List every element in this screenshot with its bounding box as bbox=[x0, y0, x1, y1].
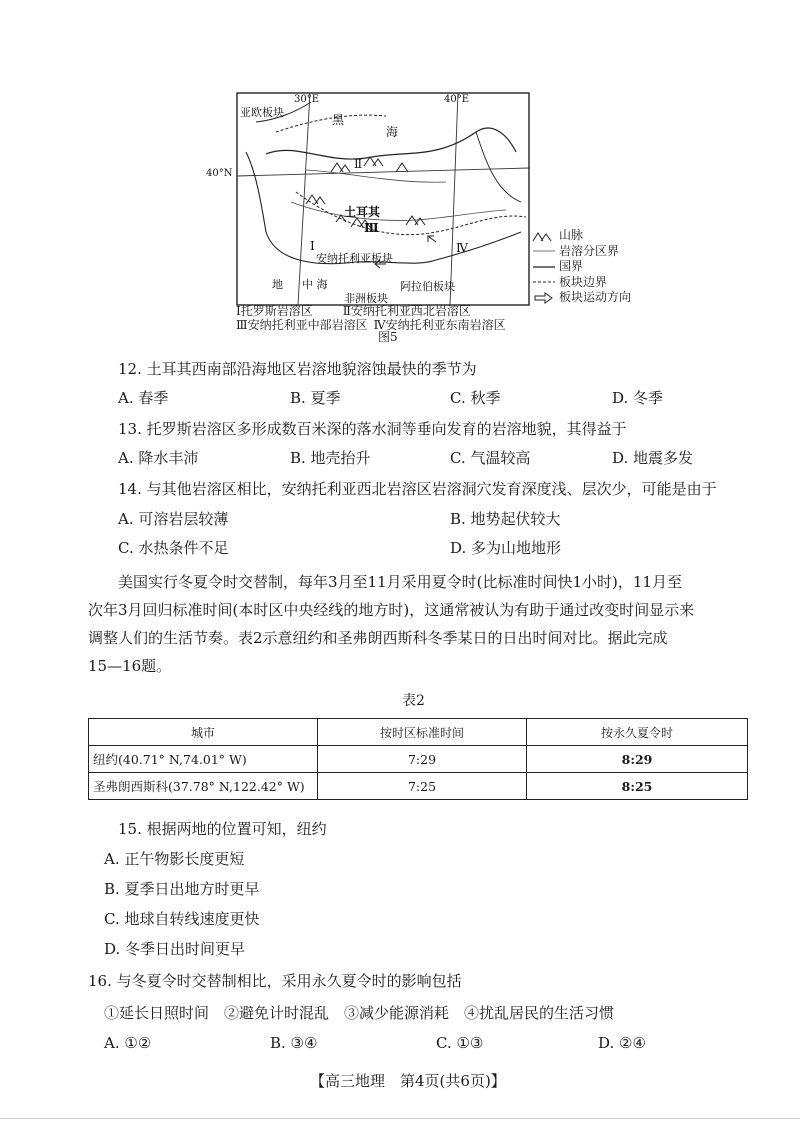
eurasia-plate-label: 亚欧板块 bbox=[240, 106, 284, 119]
q12-stem: 12. 土耳其西南部沿海地区岩溶地貌溶蚀最快的季节为 bbox=[118, 360, 477, 378]
di-label: 地 bbox=[272, 278, 283, 291]
q14-option-b: B. 地势起伏较大 bbox=[450, 510, 561, 528]
q15-option-a: A. 正午物影长度更短 bbox=[104, 850, 245, 868]
cell-standard-time: 7:25 bbox=[318, 773, 527, 800]
legend-plate-boundary bbox=[532, 275, 631, 291]
border-line-icon bbox=[532, 261, 556, 273]
legend-karst-boundary bbox=[532, 244, 631, 260]
passage-15-16 bbox=[88, 568, 748, 680]
header-permanent-dst: 按永久夏令时 bbox=[527, 719, 748, 746]
page-footer: 【高三地理 第4页(共6页)】 bbox=[310, 1072, 506, 1090]
q12-option-d: D. 冬季 bbox=[612, 389, 664, 407]
header-city: 城市 bbox=[89, 719, 318, 746]
lon-40-label: 40°E bbox=[444, 94, 470, 105]
legend-label: 山脉 bbox=[559, 228, 584, 242]
legend-label: 板块边界 bbox=[559, 274, 608, 289]
cell-city: 圣弗朗西斯科(37.78° N,122.42° W) bbox=[89, 773, 318, 800]
passage-line-1: 美国实行冬夏令时交替制，每年3月至11月采用夏令时(比标准时间快1小时)，11月至 bbox=[118, 573, 682, 591]
q13-stem: 13. 托罗斯岩溶区多形成数百米深的落水洞等垂向发育的岩溶地貌，其得益于 bbox=[118, 420, 627, 438]
arrow-right-icon bbox=[532, 292, 556, 304]
legend-label: 岩溶分区界 bbox=[559, 243, 620, 258]
table-header-row bbox=[89, 719, 748, 746]
q14-stem: 14. 与其他岩溶区相比，安纳托利亚西北岩溶区岩溶洞穴发育深度浅、层次少，可能是由于 bbox=[118, 480, 717, 498]
karst-boundary-line-icon bbox=[532, 245, 556, 257]
q13-option-b: B. 地壳抬升 bbox=[290, 449, 371, 467]
arabia-plate-label: 阿拉伯板块 bbox=[400, 280, 455, 293]
q15-stem: 15. 根据两地的位置可知，纽约 bbox=[118, 820, 327, 838]
q14-option-c: C. 水热条件不足 bbox=[118, 539, 229, 557]
table-row bbox=[89, 746, 748, 773]
caption-region-III: Ⅲ安纳托利亚中部岩溶区 bbox=[236, 318, 368, 332]
zhonghai-label: 中 海 bbox=[302, 278, 328, 291]
lat-40-label: 40°N bbox=[206, 168, 233, 179]
legend-label: 板块运动方向 bbox=[559, 290, 632, 304]
passage-line-3: 调整人们的生活节奏。表2示意纽约和圣弗朗西斯科冬季某日的日出时间对比。据此完成 bbox=[88, 629, 668, 647]
legend-plate-motion bbox=[532, 290, 631, 306]
q16-option-c: C. ①③ bbox=[436, 1034, 484, 1052]
q15-option-b: B. 夏季日出地方时更早 bbox=[104, 880, 260, 898]
q12-option-a: A. 春季 bbox=[118, 389, 169, 407]
q12-option-b: B. 夏季 bbox=[290, 389, 341, 407]
q13-option-a: A. 降水丰沛 bbox=[118, 449, 199, 467]
q13-option-c: C. 气温较高 bbox=[450, 449, 531, 467]
turkey-label: 土耳其 bbox=[344, 205, 381, 219]
passage-line-4: 15—16题。 bbox=[88, 657, 172, 675]
cell-permanent-dst: 8:29 bbox=[527, 746, 748, 773]
q16-items: ①延长日照时间 ②避免计时混乱 ③减少能源消耗 ④扰乱居民的生活习惯 bbox=[104, 1004, 615, 1022]
q15-option-d: D. 冬季日出时间更早 bbox=[104, 940, 246, 958]
q16-stem: 16. 与冬夏令时交替制相比，采用永久夏令时的影响包括 bbox=[88, 972, 462, 990]
legend-border bbox=[532, 259, 631, 275]
q12-option-c: C. 秋季 bbox=[450, 389, 501, 407]
passage-line-2: 次年3月回归标准时间(本时区中央经线的地方时)，这通常被认为有助于通过改变时间显示来 bbox=[88, 601, 695, 619]
figure-title: 图5 bbox=[378, 330, 398, 344]
region-I-label: Ⅰ bbox=[310, 239, 315, 253]
sunrise-table bbox=[88, 718, 748, 800]
lon-30-label: 30°E bbox=[294, 94, 320, 105]
anatolia-plate-label: 安纳托利亚板块 bbox=[316, 252, 393, 265]
q16-option-d: D. ②④ bbox=[598, 1034, 646, 1052]
q13-option-d: D. 地震多发 bbox=[612, 449, 694, 467]
table-2-title: 表2 bbox=[402, 693, 425, 709]
caption-row-2 bbox=[236, 316, 506, 333]
mountain-icon bbox=[532, 230, 556, 242]
black-label: 黑 bbox=[332, 113, 345, 127]
plate-boundary-line-icon bbox=[532, 276, 556, 288]
q14-option-d: D. 多为山地地形 bbox=[450, 539, 562, 557]
cell-permanent-dst: 8:25 bbox=[527, 773, 748, 800]
q16-option-b: B. ③④ bbox=[270, 1034, 318, 1052]
region-IV-label: Ⅳ bbox=[456, 241, 468, 255]
africa-plate-label: 非洲板块 bbox=[344, 292, 388, 305]
caption-region-I: Ⅰ托罗斯岩溶区 bbox=[236, 304, 313, 318]
cell-standard-time: 7:29 bbox=[318, 746, 527, 773]
legend-label: 国界 bbox=[559, 259, 584, 273]
cell-city: 纽约(40.71° N,74.01° W) bbox=[89, 746, 318, 773]
caption-region-II: Ⅱ安纳托利亚西北岩溶区 bbox=[342, 304, 471, 318]
bottom-divider bbox=[0, 1118, 800, 1119]
region-III-label: Ⅲ bbox=[364, 221, 379, 235]
figure-5 bbox=[206, 82, 656, 354]
q16-option-a: A. ①② bbox=[104, 1034, 152, 1052]
sea-label: 海 bbox=[386, 125, 399, 139]
region-II-label: Ⅱ bbox=[354, 157, 363, 171]
map-legend bbox=[532, 228, 631, 306]
table-row bbox=[89, 773, 748, 800]
q14-option-a: A. 可溶岩层较薄 bbox=[118, 510, 229, 528]
caption-region-IV: Ⅳ安纳托利亚东南岩溶区 bbox=[373, 318, 506, 332]
legend-mountain bbox=[532, 228, 631, 244]
turkey-karst-map bbox=[206, 92, 530, 306]
header-standard-time: 按时区标准时间 bbox=[318, 719, 527, 746]
q15-option-c: C. 地球自转线速度更快 bbox=[104, 910, 260, 928]
